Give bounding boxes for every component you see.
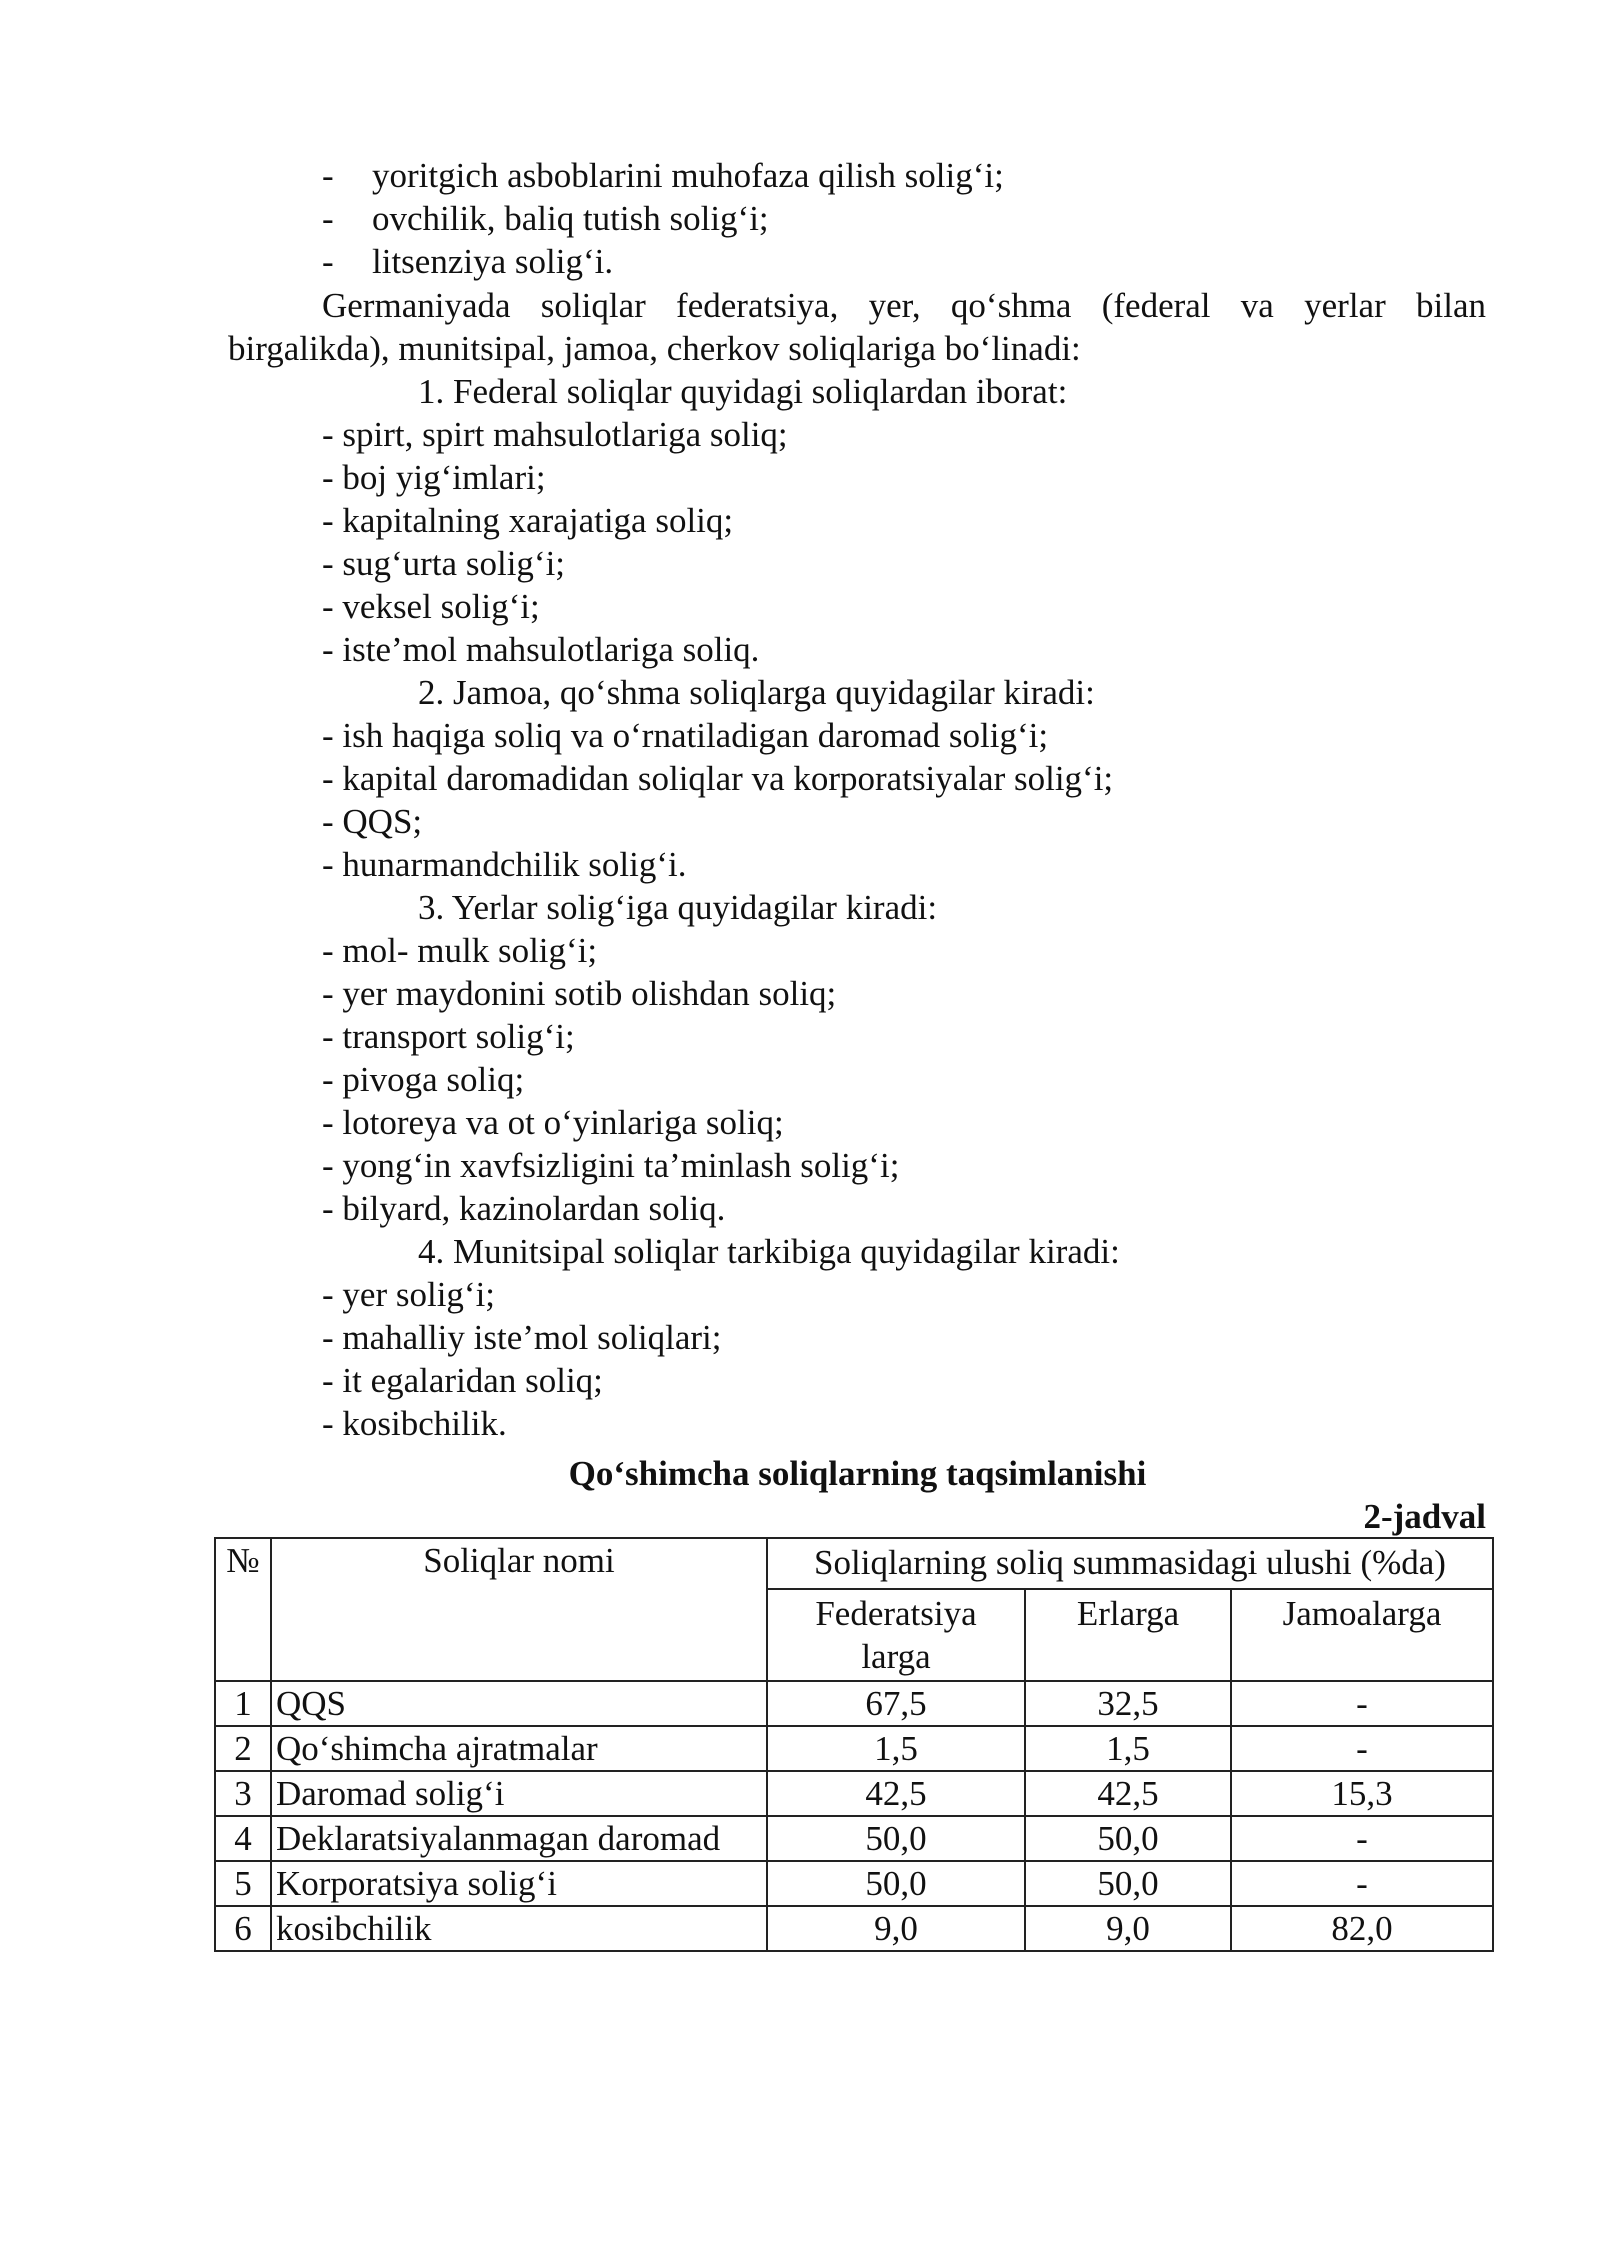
cell-federal: 1,5	[767, 1726, 1025, 1771]
header-no: №	[215, 1538, 271, 1681]
cell-name: QQS	[271, 1681, 767, 1726]
list-item: - veksel solig‘i;	[322, 587, 540, 626]
cell-no: 3	[215, 1771, 271, 1816]
intro-item: - litsenziya solig‘i.	[322, 242, 614, 281]
cell-lands: 50,0	[1025, 1861, 1231, 1906]
section-heading: 3. Yerlar solig‘iga quyidagilar kiradi:	[418, 888, 938, 927]
list-item: - kosibchilik.	[322, 1404, 507, 1443]
cell-name: Korporatsiya solig‘i	[271, 1861, 767, 1906]
cell-name: Qo‘shimcha ajratmalar	[271, 1726, 767, 1771]
list-item: - yong‘in xavfsizligini ta’minlash solig‘i;	[322, 1146, 900, 1185]
cell-no: 1	[215, 1681, 271, 1726]
list-item: - spirt, spirt mahsulotlariga soliq;	[322, 415, 788, 454]
cell-lands: 9,0	[1025, 1906, 1231, 1951]
list-item: - boj yig‘imlari;	[322, 458, 546, 497]
section-heading: 4. Munitsipal soliqlar tarkibiga quyidagilar kiradi:	[418, 1232, 1120, 1271]
paragraph-line: Germaniyada soliqlar federatsiya, yer, qo‘shma (federal va yerlar bilan	[322, 286, 1486, 325]
list-item: - sug‘urta solig‘i;	[322, 544, 566, 583]
table-row	[215, 1726, 1493, 1771]
cell-communities: -	[1231, 1816, 1493, 1861]
section-heading: 2. Jamoa, qo‘shma soliqlarga quyidagilar kiradi:	[418, 673, 1095, 712]
list-item: - mahalliy iste’mol soliqlari;	[322, 1318, 722, 1357]
section-heading: 1. Federal soliqlar quyidagi soliqlardan iborat:	[418, 372, 1068, 411]
cell-lands: 1,5	[1025, 1726, 1231, 1771]
list-item: - yer solig‘i;	[322, 1275, 496, 1314]
cell-name: kosibchilik	[271, 1906, 767, 1951]
table-row	[215, 1861, 1493, 1906]
table-row	[215, 1906, 1493, 1951]
list-item: - transport solig‘i;	[322, 1017, 575, 1056]
cell-communities: -	[1231, 1726, 1493, 1771]
table-header-row	[215, 1538, 1493, 1589]
header-lands: Erlarga	[1025, 1589, 1231, 1681]
cell-lands: 50,0	[1025, 1816, 1231, 1861]
cell-federal: 9,0	[767, 1906, 1025, 1951]
header-share: Soliqlarning soliq summasidagi ulushi (%da)	[767, 1538, 1493, 1589]
cell-no: 2	[215, 1726, 271, 1771]
cell-communities: 15,3	[1231, 1771, 1493, 1816]
cell-federal: 50,0	[767, 1861, 1025, 1906]
cell-federal: 42,5	[767, 1771, 1025, 1816]
list-item: - lotoreya va ot o‘yinlariga soliq;	[322, 1103, 784, 1142]
cell-communities: -	[1231, 1681, 1493, 1726]
list-item: - hunarmandchilik solig‘i.	[322, 845, 687, 884]
list-item: - kapitalning xarajatiga soliq;	[322, 501, 734, 540]
cell-lands: 32,5	[1025, 1681, 1231, 1726]
header-federal: Federatsiya larga	[767, 1589, 1025, 1681]
intro-item: - ovchilik, baliq tutish solig‘i;	[322, 199, 769, 238]
list-item: - mol- mulk solig‘i;	[322, 931, 598, 970]
cell-name: Deklaratsiyalanmagan daromad	[271, 1816, 767, 1861]
header-name: Soliqlar nomi	[271, 1538, 767, 1681]
list-item: - yer maydonini sotib olishdan soliq;	[322, 974, 837, 1013]
table-row	[215, 1771, 1493, 1816]
table-row	[215, 1681, 1493, 1726]
list-item: - kapital daromadidan soliqlar va korporatsiyalar solig‘i;	[322, 759, 1114, 798]
list-item: - it egalaridan soliq;	[322, 1361, 603, 1400]
intro-item: - yoritgich asboblarini muhofaza qilish solig‘i;	[322, 156, 1004, 195]
table-caption: Qo‘shimcha soliqlarning taqsimlanishi	[568, 1454, 1147, 1493]
tax-distribution-table	[214, 1537, 1494, 1952]
cell-no: 5	[215, 1861, 271, 1906]
list-item: - ish haqiga soliq va o‘rnatiladigan daromad solig‘i;	[322, 716, 1049, 755]
list-item: - bilyard, kazinolardan soliq.	[322, 1189, 726, 1228]
cell-lands: 42,5	[1025, 1771, 1231, 1816]
cell-communities: -	[1231, 1861, 1493, 1906]
cell-federal: 67,5	[767, 1681, 1025, 1726]
paragraph-line: birgalikda), munitsipal, jamoa, cherkov soliqlariga bo‘linadi:	[228, 329, 1081, 368]
table-number: 2-jadval	[1363, 1497, 1486, 1536]
list-item: - iste’mol mahsulotlariga soliq.	[322, 630, 760, 669]
cell-name: Daromad solig‘i	[271, 1771, 767, 1816]
cell-no: 4	[215, 1816, 271, 1861]
header-communities: Jamoalarga	[1231, 1589, 1493, 1681]
table-row	[215, 1816, 1493, 1861]
cell-federal: 50,0	[767, 1816, 1025, 1861]
cell-communities: 82,0	[1231, 1906, 1493, 1951]
list-item: - QQS;	[322, 802, 423, 841]
list-item: - pivoga soliq;	[322, 1060, 525, 1099]
cell-no: 6	[215, 1906, 271, 1951]
